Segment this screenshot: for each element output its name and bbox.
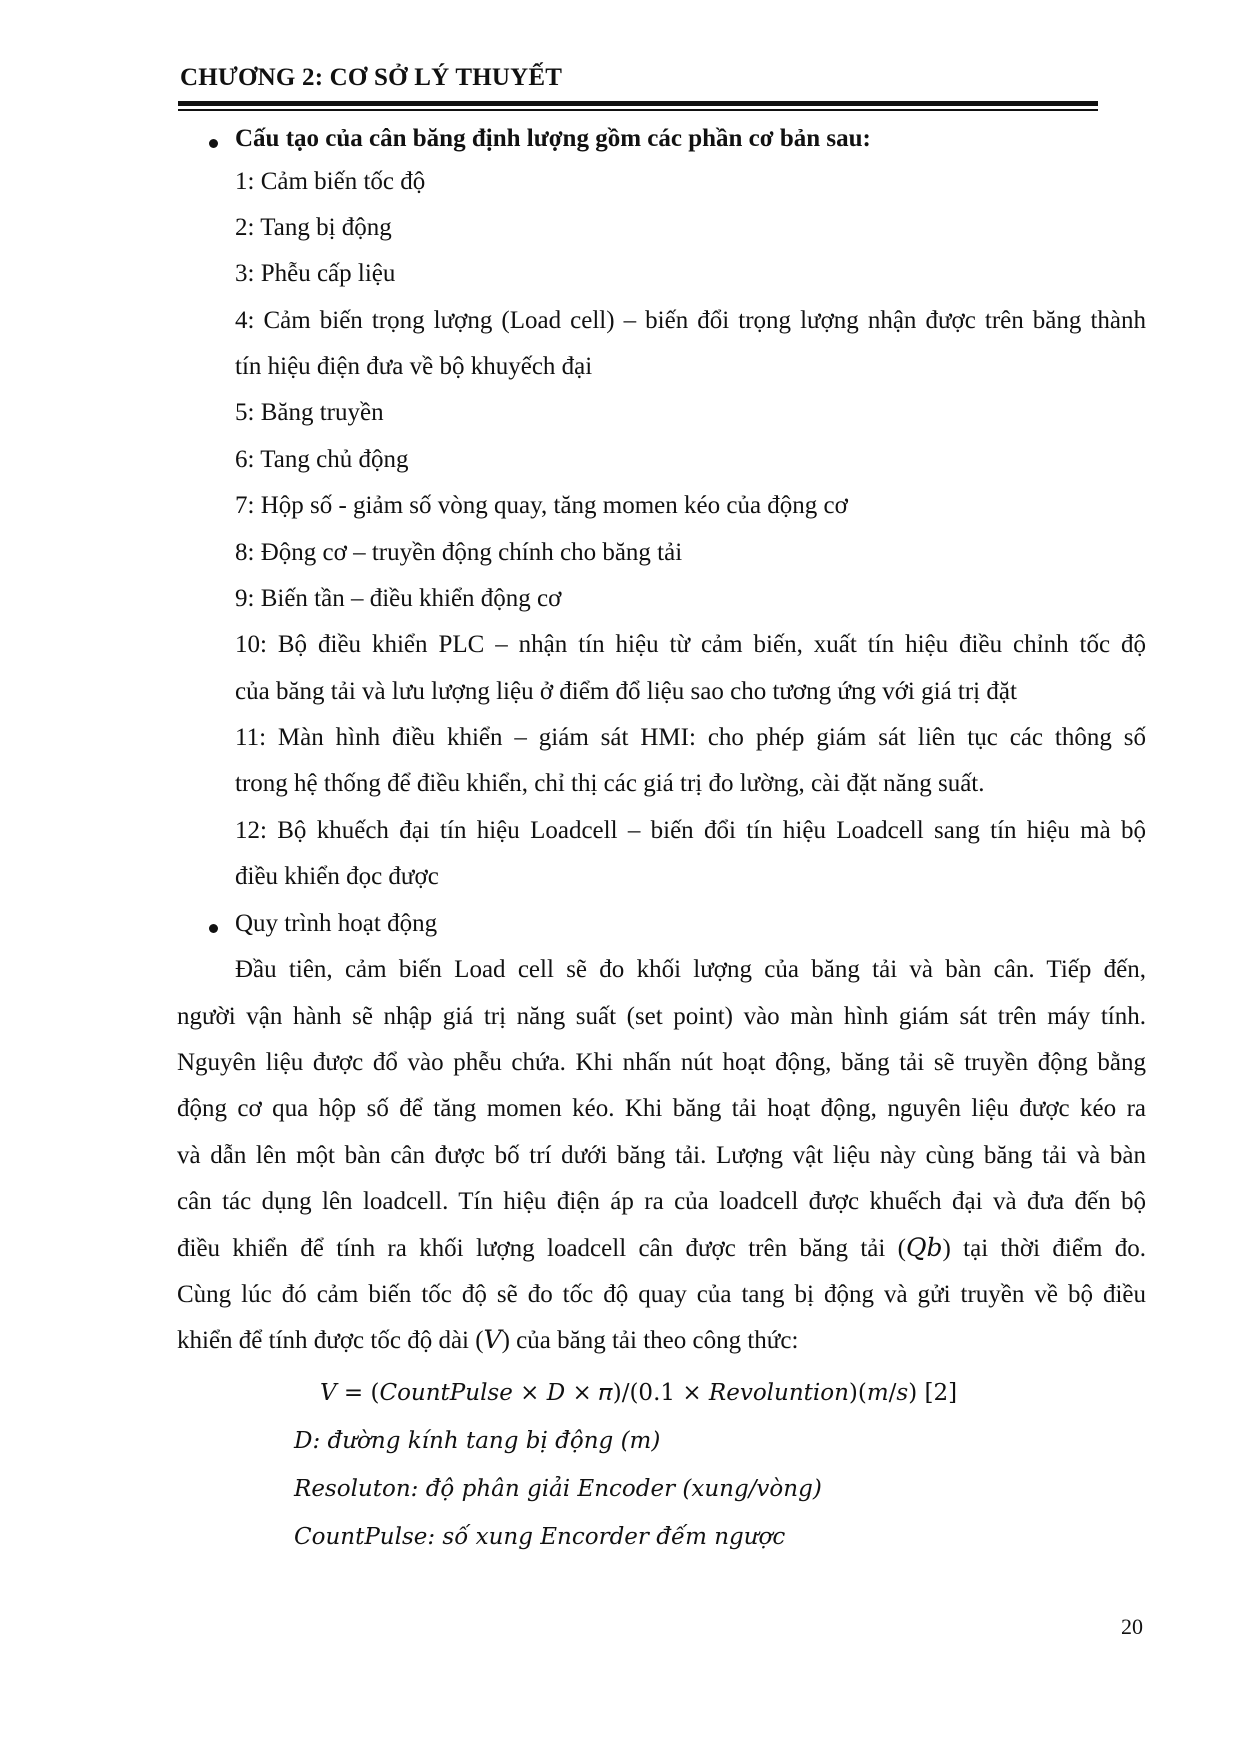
formula-reference: [2]: [924, 1380, 958, 1406]
list-item: 8: Động cơ – truyền động chính cho băng tải: [235, 539, 683, 566]
paragraph-line: Nguyên liệu được đổ vào phễu chứa. Khi nhấn nút hoạt động, băng tải sẽ truyền động bằng: [177, 1049, 1146, 1076]
header-rule-thick: [178, 101, 1098, 106]
paragraph-line: điều khiển để tính ra khối lượng loadcell cân được trên băng tải (𝑄𝑏) tại thời điểm đo.: [177, 1235, 1146, 1262]
bullet-icon: [209, 924, 218, 933]
list-item-continuation: trong hệ thống để điều khiển, chỉ thị các giá trị đo lường, cài đặt năng suất.: [235, 770, 985, 797]
paragraph-line: cân tác dụng lên loadcell. Tín hiệu điện áp ra của loadcell được khuếch đại và đưa đến bộ: [177, 1188, 1146, 1215]
formula-definition: 𝑅𝑒𝑠𝑜𝑙𝑢𝑡𝑜𝑛: độ phân giải Encoder (xung/vòng): [294, 1476, 822, 1502]
list-item: 5: Băng truyền: [235, 399, 384, 426]
list-item: 12: Bộ khuếch đại tín hiệu Loadcell – biến đổi tín hiệu Loadcell sang tín hiệu mà bộ: [235, 817, 1146, 844]
list-item: 10: Bộ điều khiển PLC – nhận tín hiệu từ cảm biến, xuất tín hiệu điều chỉnh tốc độ: [235, 631, 1146, 658]
bullet-icon: [209, 139, 218, 148]
paragraph-line: và dẫn lên một bàn cân được bố trí dưới băng tải. Lượng vật liệu này cùng băng tải và bàn: [177, 1142, 1146, 1169]
list-item: 6: Tang chủ động: [235, 446, 409, 473]
list-item: 3: Phễu cấp liệu: [235, 260, 396, 287]
formula-definition: 𝐷: đường kính tang bị động (𝑚): [294, 1428, 661, 1454]
paragraph-line: khiển để tính được tốc độ dài (𝑉) của băng tải theo công thức:: [177, 1327, 799, 1354]
list-item: 2: Tang bị động: [235, 214, 392, 241]
formula-definition: 𝐶𝑜𝑢𝑛𝑡𝑃𝑢𝑙𝑠𝑒: số xung Encorder đếm ngược: [294, 1524, 786, 1550]
list-item: 7: Hộp số - giảm số vòng quay, tăng momen kéo của động cơ: [235, 492, 848, 519]
list-item: 1: Cảm biến tốc độ: [235, 168, 426, 195]
paragraph-line: người vận hành sẽ nhập giá trị năng suất (set point) vào màn hình giám sát trên máy tính.: [177, 1003, 1146, 1030]
page-number: 20: [1121, 1614, 1143, 1639]
list-item: 11: Màn hình điều khiển – giám sát HMI: cho phép giám sát liên tục các thông số: [235, 724, 1146, 751]
paragraph-line: Cùng lúc đó cảm biến tốc độ sẽ đo tốc độ quay của tang bị động và gửi truyền về bộ điều: [177, 1281, 1146, 1308]
list-item: 4: Cảm biến trọng lượng (Load cell) – biến đổi trọng lượng nhận được trên băng thành: [235, 307, 1146, 334]
formula-equation: [320, 1378, 957, 1408]
list-item-continuation: của băng tải và lưu lượng liệu ở điểm đổ liệu sao cho tương ứng với giá trị đặt: [235, 678, 1017, 705]
formula-expression: 𝑉 = (𝐶𝑜𝑢𝑛𝑡𝑃𝑢𝑙𝑠𝑒 × 𝐷 × 𝜋)/(0.1 × 𝑅𝑒𝑣𝑜𝑙𝑢𝑛𝑡𝑖𝑜𝑛)(𝑚/𝑠): [320, 1380, 918, 1406]
list-item-continuation: điều khiển đọc được: [235, 863, 439, 890]
list-item-continuation: tín hiệu điện đưa về bộ khuyếch đại: [235, 353, 593, 380]
chapter-title: CHƯƠNG 2: CƠ SỞ LÝ THUYẾT: [180, 64, 563, 91]
section-heading: Quy trình hoạt động: [235, 910, 438, 937]
list-item: 9: Biến tần – điều khiển động cơ: [235, 585, 562, 612]
paragraph-line: Đầu tiên, cảm biến Load cell sẽ đo khối lượng của băng tải và bàn cân. Tiếp đến,: [235, 956, 1146, 983]
paragraph-line: động cơ qua hộp số để tăng momen kéo. Khi băng tải hoạt động, nguyên liệu được kéo ra: [177, 1095, 1146, 1122]
section-heading: Cấu tạo của cân băng định lượng gồm các phần cơ bản sau:: [235, 125, 871, 152]
header-rule-thin: [178, 109, 1098, 111]
